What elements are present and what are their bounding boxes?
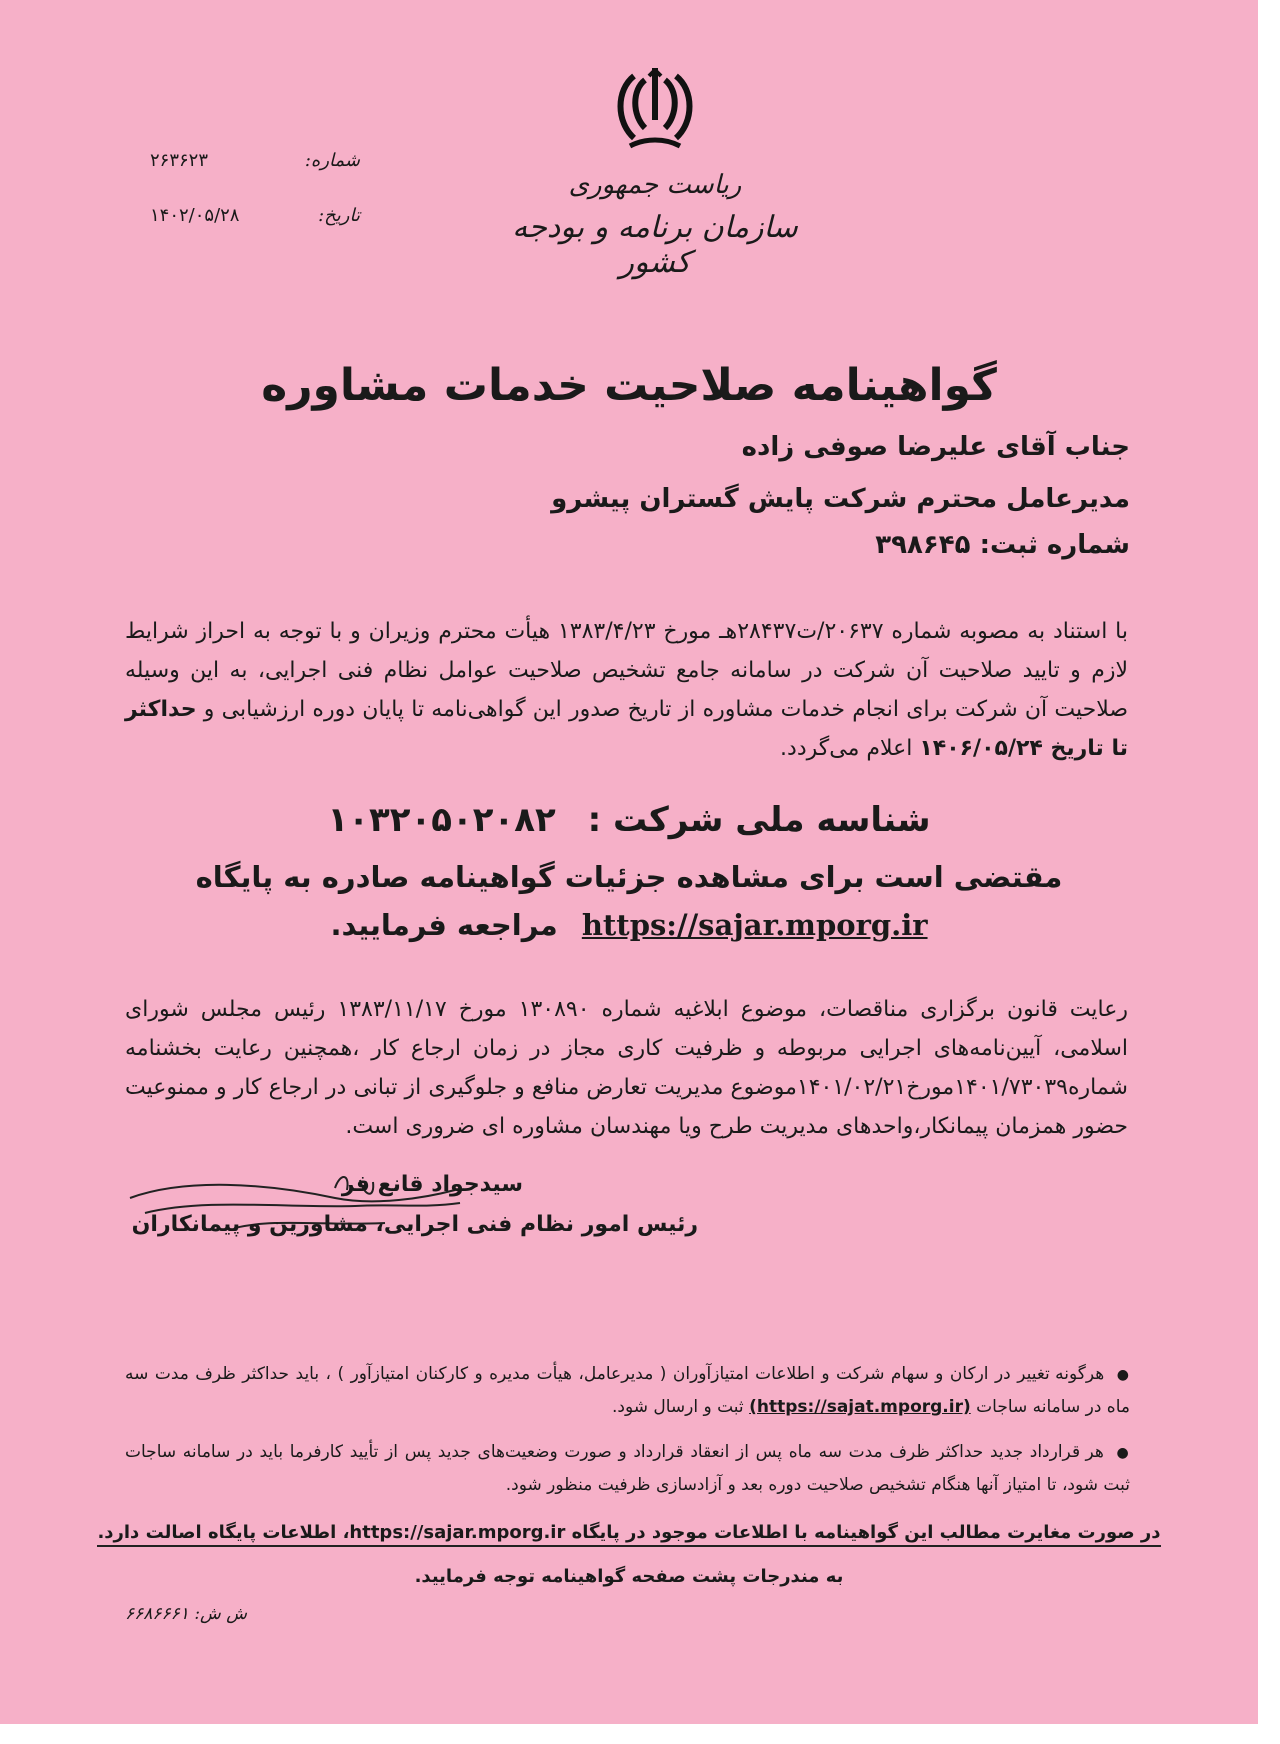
note-2-text: هر قرارداد جدید حداکثر ظرف مدت سه ماه پس از انعقاد قرارداد و صورت وضعیت‌های جدید پس از تأیید کارفرما باید در سامانه ساجات ثبت شود، تا امتیاز آنها هنگام تشخیص صلاحیت دوره بعد و آزادسازی ظرفیت منظور شود.: [125, 1442, 1130, 1495]
validity-date: حداکثر تا تاریخ ۱۴۰۶/۰۵/۲۴: [125, 697, 1128, 761]
refer-line-2: [0, 908, 1258, 942]
letter-number-value: ۲۶۳۶۲۳: [150, 150, 209, 171]
discrepancy-warning: [0, 1522, 1258, 1543]
org-line-budget-organization: سازمان برنامه و بودجه کشور: [512, 210, 798, 280]
certificate-title: گواهینامه صلاحیت خدمات مشاوره: [261, 360, 997, 411]
addressee-position: مدیرعامل محترم شرکت پایش گستران پیشرو: [551, 484, 1130, 514]
note-item: [125, 1358, 1130, 1423]
back-page-note: به مندرجات پشت صفحه گواهینامه توجه فرمایید.: [414, 1566, 844, 1587]
note-1-text: هرگونه تغییر در ارکان و سهام شرکت و اطلاعات امتیازآوران ( مدیرعامل، هیأت مدیره و کارکنان امتیازآور ) ، باید حداکثر ظرف مدت سه ماه در سامانه ساجات: [125, 1364, 1130, 1417]
sajat-link[interactable]: (https://sajat.mporg.ir): [749, 1397, 971, 1417]
refer-end: مراجعه فرمایید.: [330, 908, 558, 942]
serial-number: ش ش: ۶۶۸۶۶۶۱: [125, 1604, 247, 1624]
sajar-link[interactable]: https://sajar.mporg.ir: [581, 908, 928, 942]
body-paragraph-2: رعایت قانون برگزاری مناقصات، موضوع ابلاغیه شماره ۱۳۰۸۹۰ مورخ ۱۳۸۳/۱۱/۱۷ رئیس مجلس شورای اسلامی، آیین‌نامه‌های اجرایی مربوطه و ظرفیت کاری مجاز در زمان ارجاع کار ،همچنین رعایت بخشنامه شماره۱۴۰۱/۷۳۰۳۹مورخ۱۴۰۱/۰۲/۲۱موضوع مدیریت تعارض منافع و جلوگیری از تبانی در ارجاع کار و ممنوعیت حضور همزمان پیمانکار،واحدهای مدیریت طرح ویا مهندسان مشاوره ای ضروری است.: [125, 997, 1128, 1139]
letter-number-label: شماره:: [304, 150, 360, 171]
signatory-title: رئیس امور نظام فنی اجرایی، مشاورین و پیمانکاران: [131, 1212, 698, 1237]
signatory-name: سیدجواد قانع فر: [341, 1172, 523, 1197]
national-id: [0, 800, 1258, 840]
addressee-name: جناب آقای علیرضا صوفی زاده: [741, 432, 1130, 462]
letter-date-label: تاریخ:: [318, 205, 360, 226]
body-paragraph-1-text: با استناد به مصوبه شماره ۲۰۶۳۷/ت۲۸۴۳۷هـ مورخ ۱۳۸۳/۴/۲۳ هیأت محترم وزیران و با توجه به احراز شرایط لازم و تایید صلاحیت آن شرکت در سامانه جامع تشخیص صلاحیت عوامل نظام فنی اجرایی، به این وسیله صلاحیت آن شرکت برای انجام خدمات مشاوره از تاریخ صدور این گواهی‌نامه تا پایان دوره ارزشیابی و: [125, 619, 1129, 722]
letter-number: [150, 150, 360, 171]
org-line-presidency: ریاست جمهوری: [568, 170, 742, 200]
body-paragraph-1: [125, 612, 1128, 768]
bullet-icon: ●: [1116, 1367, 1130, 1383]
discrepancy-warning-text: در صورت مغایرت مطالب این گواهینامه با اطلاعات موجود در پایگاه https://sajar.mporg.ir، اطلاعات پایگاه اصالت دارد.: [97, 1522, 1160, 1547]
bullet-icon: ●: [1116, 1445, 1131, 1461]
national-id-label: شناسه ملی شرکت :: [587, 800, 931, 840]
body-paragraph-1-end: اعلام می‌گردد.: [780, 736, 913, 761]
header-emblem: [510, 60, 800, 290]
letter-date-value: ۱۴۰۲/۰۵/۲۸: [150, 205, 240, 226]
refer-line: مقتضی است برای مشاهده جزئیات گواهینامه صادره به پایگاه: [195, 860, 1063, 894]
letter-date: [150, 205, 360, 226]
iran-emblem-icon: [610, 60, 700, 160]
national-id-value: ۱۰۳۲۰۵۰۲۰۸۲: [327, 800, 556, 840]
note-item: [125, 1436, 1130, 1501]
registration-number: شماره ثبت: ۳۹۸۶۴۵: [875, 530, 1130, 560]
note-1-end: ثبت و ارسال شود.: [611, 1397, 744, 1417]
